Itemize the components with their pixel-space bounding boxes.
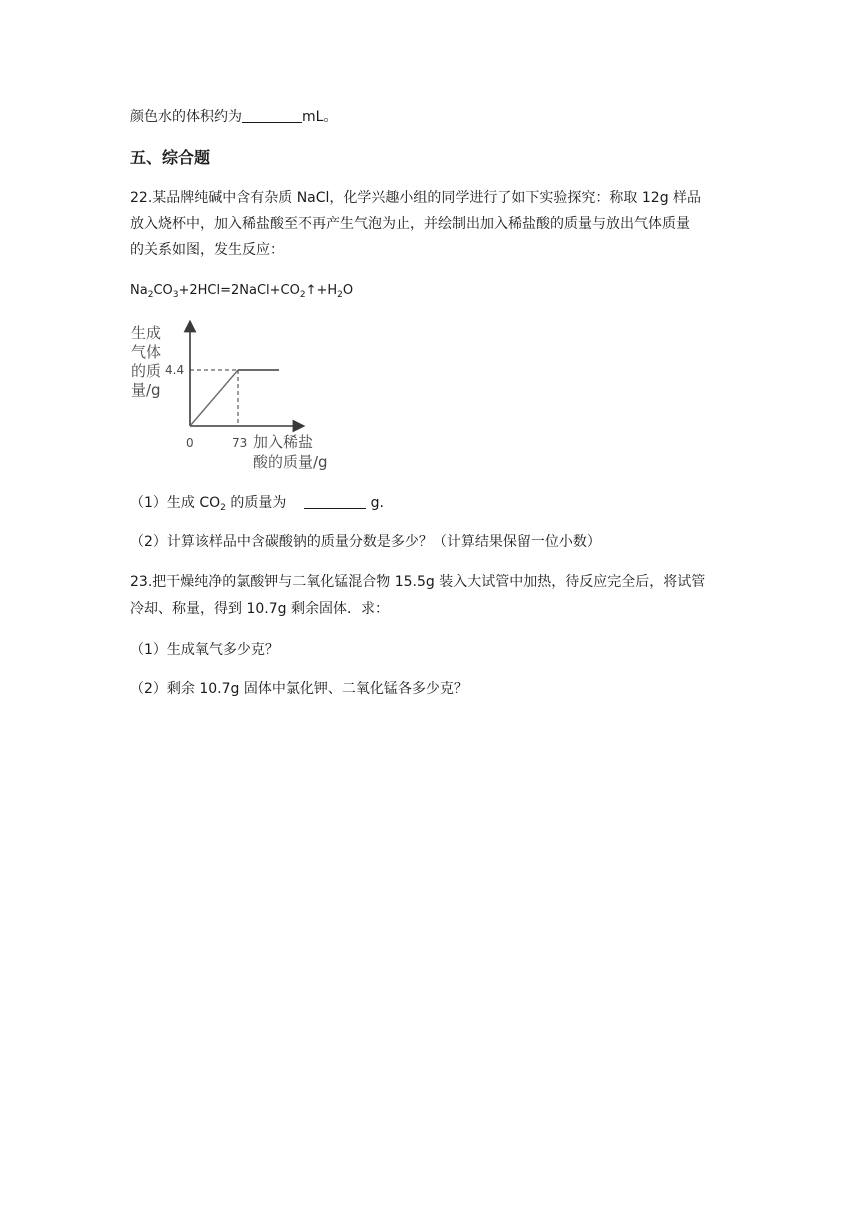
eq-part: O — [342, 283, 354, 298]
question-22-line-2: 放入烧杯中，加入稀盐酸至不再产生气泡为止，并绘制出加入稀盐酸的质量与放出气体质量 — [130, 216, 690, 232]
volume-text: 颜色水的体积约为 — [130, 109, 242, 125]
y-label-line-2: 气体 — [131, 343, 162, 361]
eq-subscript: 2 — [299, 290, 306, 300]
x-tick-label: 73 — [232, 436, 248, 450]
origin-label: 0 — [186, 436, 194, 450]
eq-part: +2HCl=2NaCl+CO — [178, 283, 300, 298]
answer-blank-co2[interactable] — [304, 494, 366, 509]
y-tick-label: 4.4 — [165, 363, 185, 377]
eq-subscript: 3 — [172, 290, 179, 300]
part-1-text: （1）生成 CO — [130, 495, 221, 511]
y-label-line-3: 的质 — [131, 362, 162, 380]
fill-in-line-volume — [130, 107, 337, 127]
co2-subscript: 2 — [220, 503, 226, 513]
question-22-part-1 — [130, 493, 384, 518]
question-23-part-2: （2）剩余 10.7g 固体中氯化钾、二氧化锰各多少克？ — [130, 681, 468, 697]
question-22-part-2: （2）计算该样品中含碳酸钠的质量分数是多少？（计算结果保留一位小数） — [130, 534, 601, 550]
part-1-unit: g. — [366, 495, 384, 511]
eq-part: ↑+H — [305, 283, 338, 298]
volume-unit: mL。 — [302, 109, 338, 125]
eq-part: Na — [130, 283, 148, 298]
section-heading: 五、综合题 — [130, 148, 211, 167]
question-23-part-1: （1）生成氧气多少克？ — [130, 642, 279, 658]
y-label-line-1: 生成 — [131, 324, 162, 342]
reaction-equation — [130, 281, 353, 305]
question-22-line-1: 22.某品牌纯碱中含有杂质 NaCl，化学兴趣小组的同学进行了如下实验探究：称取 12g 样品 — [130, 190, 702, 206]
answer-blank-volume[interactable] — [242, 108, 302, 123]
question-23-line-2: 冷却、称量，得到 10.7g 剩余固体．求： — [130, 601, 389, 617]
question-22-line-3: 的关系如图，发生反应： — [130, 242, 284, 258]
eq-subscript: 2 — [337, 290, 343, 300]
question-23-line-1: 23.把干燥纯净的氯酸钾与二氧化锰混合物 15.5g 装入大试管中加热，待反应完全后，将试管 — [130, 574, 706, 590]
x-label-line-1: 加入稀盐 — [253, 433, 314, 451]
graph-svg — [125, 318, 340, 476]
eq-subscript: 2 — [147, 290, 154, 300]
eq-part: CO — [153, 283, 173, 298]
gas-mass-graph — [125, 318, 340, 476]
part-1-text-2: 的质量为 — [225, 495, 287, 511]
x-label-line-2: 酸的质量/g — [253, 453, 328, 471]
data-line-rising — [190, 370, 238, 426]
y-label-line-4: 量/g — [131, 381, 161, 399]
